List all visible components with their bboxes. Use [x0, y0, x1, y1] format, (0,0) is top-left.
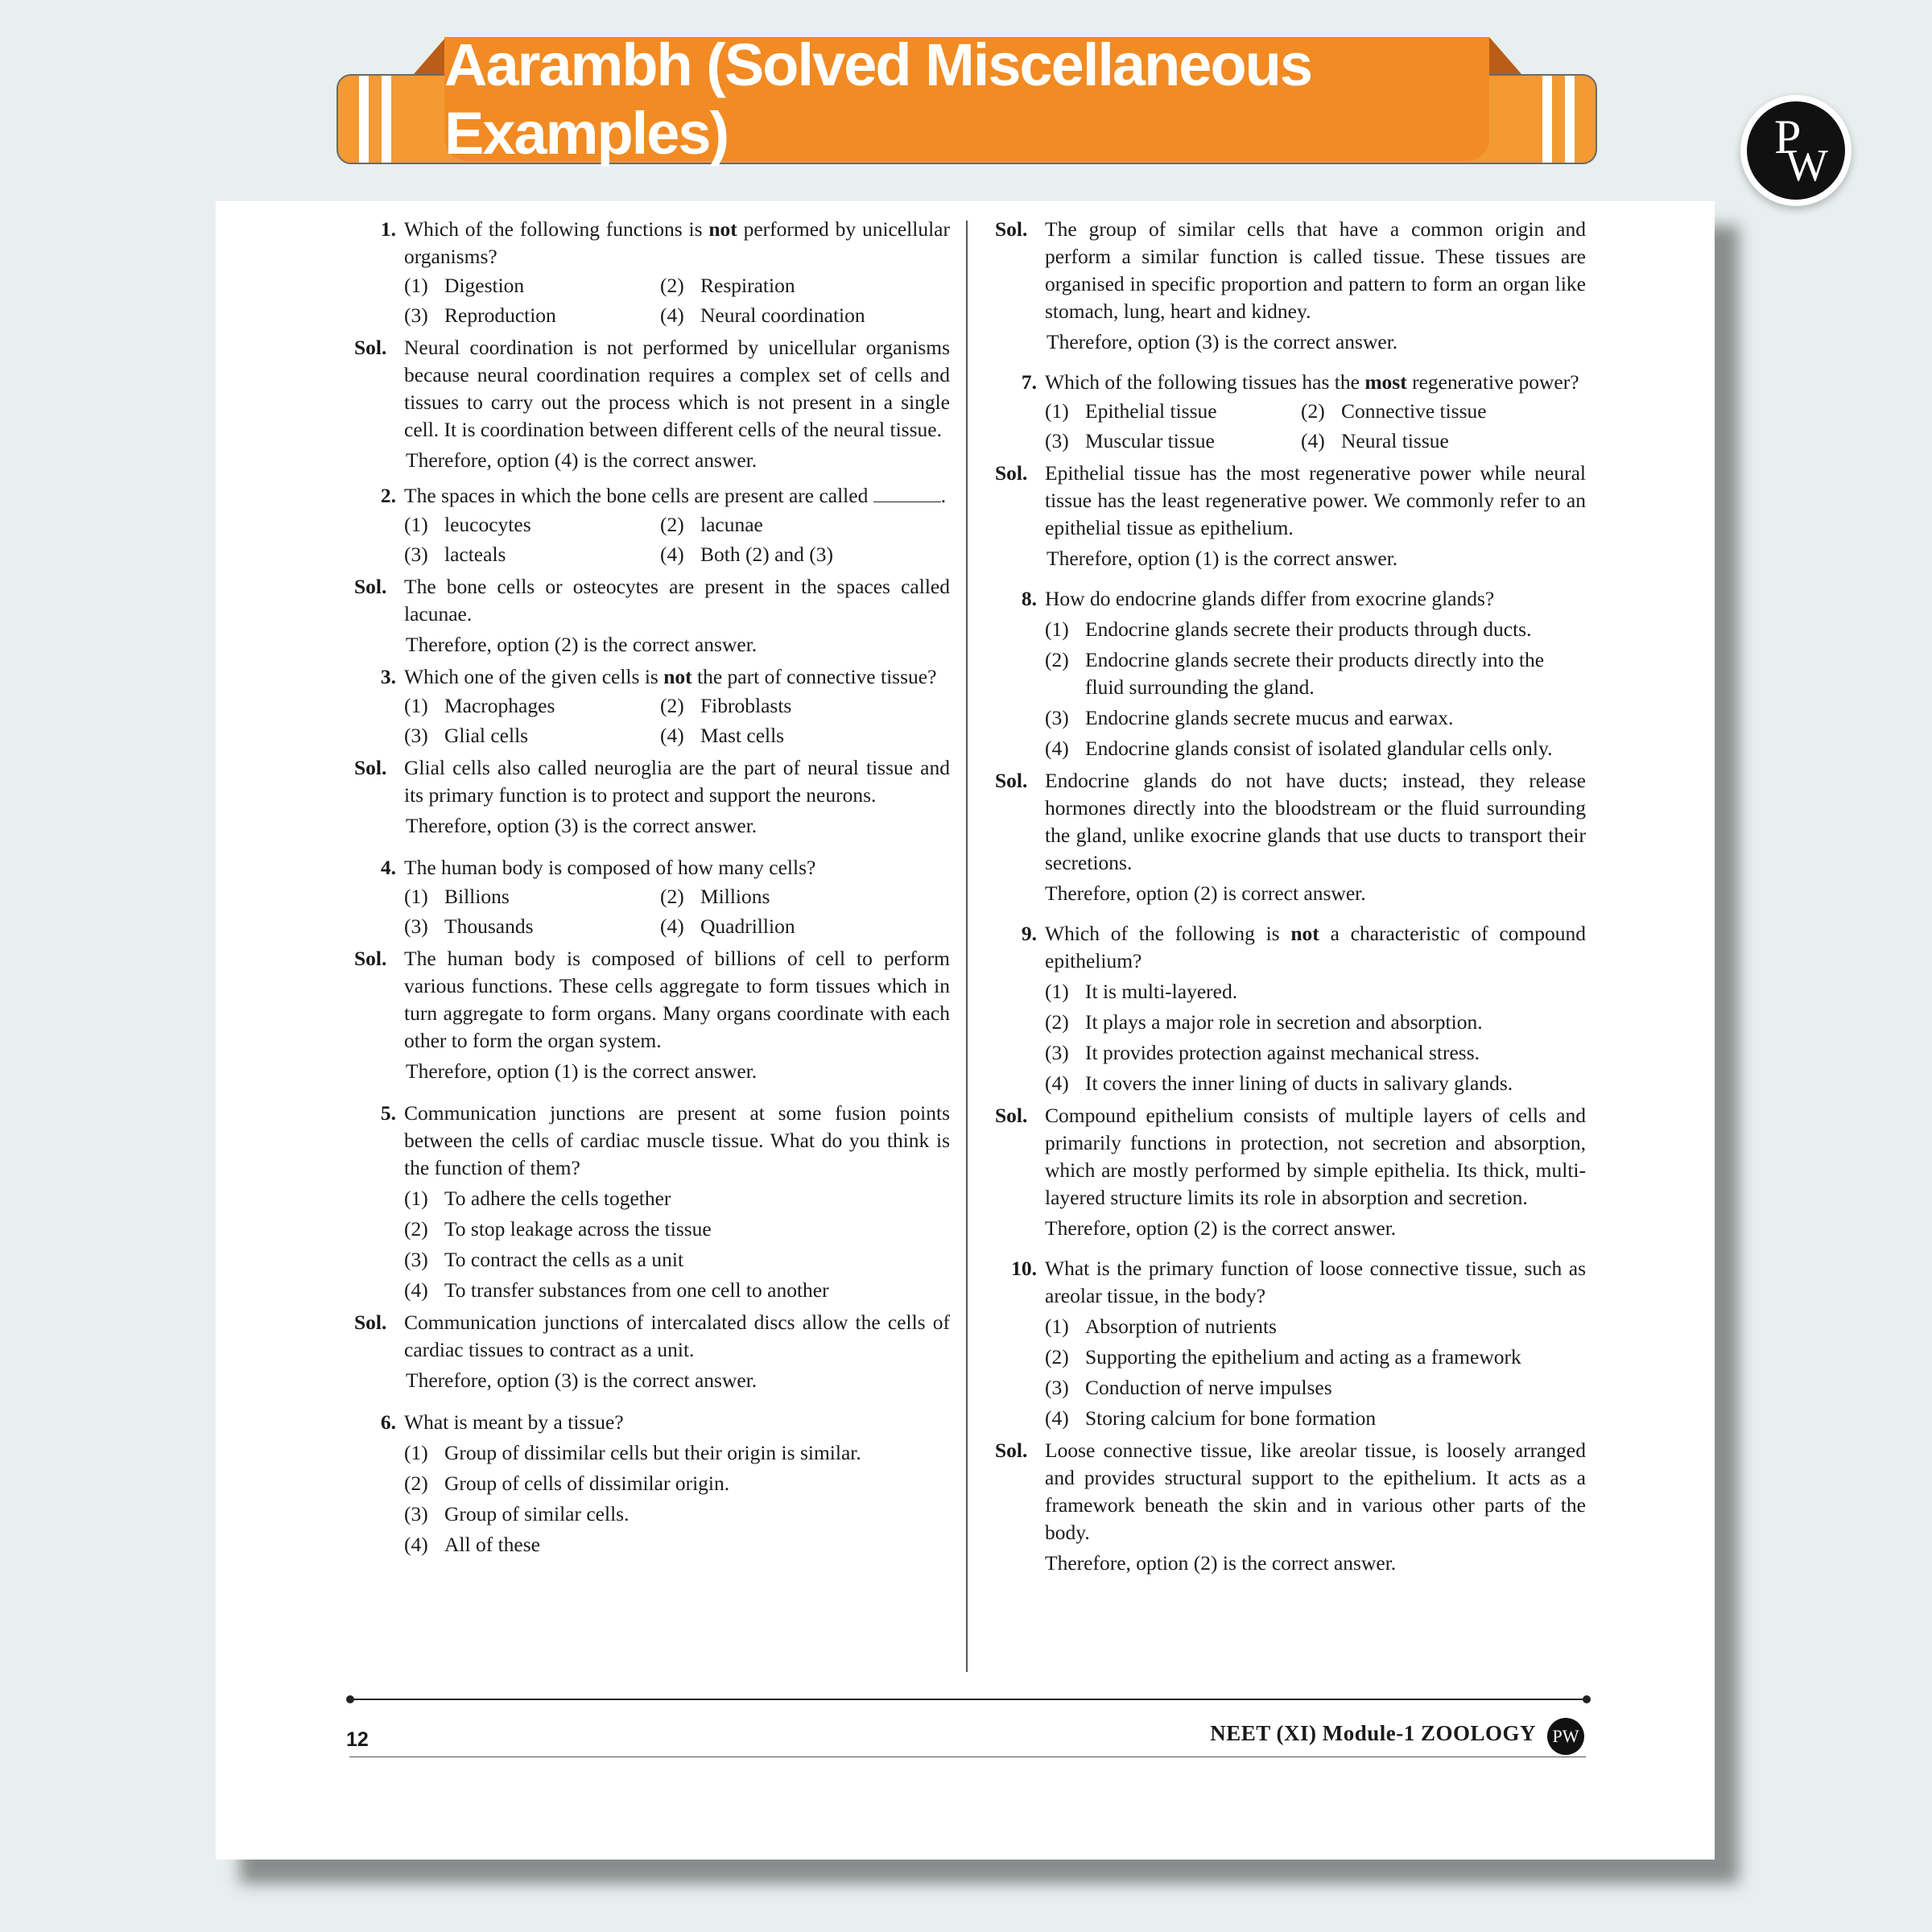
pw-logo-icon: P W	[1747, 101, 1845, 200]
option: (1) Macrophages	[404, 694, 555, 717]
option: (2) Connective tissue	[1301, 399, 1487, 423]
option: (3) lacteals	[404, 543, 506, 566]
solution: Sol. The human body is composed of billions of cell to perform various functions. These cells aggregate to form tissues which in turn aggregate to form organs. Many organs coordinate with each other to form the organ system.	[354, 947, 950, 1052]
option: (2) It plays a major role in secretion and absorption.	[1045, 1010, 1483, 1034]
page-number: 12	[346, 1728, 369, 1751]
option: (4) It covers the inner lining of ducts in salivary glands.	[1045, 1071, 1513, 1095]
question-block	[995, 369, 1586, 572]
right-column	[995, 216, 1586, 1577]
answer: Therefore, option (3) is the correct answer.	[1046, 330, 1398, 353]
option: (3) Conduction of nerve impulses	[1045, 1376, 1332, 1399]
option: (3) Glial cells	[404, 724, 529, 747]
option: (4) All of these	[404, 1533, 540, 1556]
option: (4) Mast cells	[660, 724, 785, 747]
question-block	[354, 1409, 950, 1558]
options	[1045, 1313, 1586, 1432]
question-block	[354, 216, 950, 474]
options	[404, 511, 950, 568]
option: (3) Endocrine glands secrete mucus and earwax.	[1045, 706, 1454, 729]
answer: Therefore, option (2) is the correct answer.	[406, 633, 758, 656]
option: (3) Thousands	[404, 914, 534, 938]
question: 7. Which of the following tissues has the most regenerative power?	[995, 369, 1586, 396]
answer: Therefore, option (1) is the correct answer.	[406, 1059, 758, 1083]
question: 8. How do endocrine glands differ from exocrine glands?	[995, 585, 1586, 613]
solution-label: Sol.	[354, 947, 387, 970]
question-block	[995, 216, 1586, 356]
banner-stripe	[382, 76, 391, 163]
question-block	[354, 663, 950, 840]
option: (1) Digestion	[404, 274, 525, 297]
solution-label: Sol.	[995, 1104, 1028, 1127]
solution: Sol. Glial cells also called neuroglia are the part of neural tissue and its primary function is to protect and support the neurons.	[354, 756, 950, 807]
option: (1) leucocytes	[404, 513, 531, 536]
solution: Sol. Communication junctions of intercalated discs allow the cells of cardiac tissues to contract as a unit.	[354, 1311, 950, 1361]
option: (2) Respiration	[660, 274, 795, 297]
option: (3) Muscular tissue	[1045, 429, 1215, 452]
question-block	[354, 482, 950, 658]
solution-label: Sol.	[995, 1439, 1028, 1462]
banner-stripe	[1565, 76, 1575, 163]
pw-logo	[1740, 95, 1852, 206]
option: (2) lacunae	[660, 513, 763, 536]
options	[404, 272, 950, 329]
option: (2) Millions	[660, 885, 770, 908]
option: (4) Neural tissue	[1301, 429, 1449, 452]
option: (1) Endocrine glands secrete their products through ducts.	[1045, 617, 1532, 641]
question-block	[995, 585, 1586, 907]
option: (2) Endocrine glands secrete their products directly into the fluid surrounding the gland.	[1045, 648, 1545, 699]
question: 1. Which of the following functions is not performed by unicellular organisms?	[354, 216, 950, 270]
question-block	[354, 1100, 950, 1394]
solution-label: Sol.	[354, 575, 387, 598]
question-number: 6.	[380, 1410, 396, 1434]
question: 2. The spaces in which the bone cells are present are called .	[354, 482, 950, 510]
option: (1) Group of dissimilar cells but their origin is similar.	[404, 1441, 861, 1464]
footer-rule	[349, 1699, 1586, 1700]
footer-title: NEET (XI) Module-1 ZOOLOGY	[1210, 1721, 1536, 1745]
option: (1) It is multi-layered.	[1045, 980, 1238, 1003]
answer: Therefore, option (2) is the correct answer.	[1045, 1551, 1397, 1575]
options	[1045, 616, 1586, 762]
option: (1) Absorption of nutrients	[1045, 1315, 1277, 1338]
question-number: 10.	[1011, 1257, 1037, 1280]
pw-footer-logo-icon: PW	[1547, 1718, 1584, 1755]
banner-stripe	[359, 76, 369, 163]
option: (4) To transfer substances from one cell to another	[404, 1278, 829, 1302]
solution: Sol. Neural coordination is not performed by unicellular organisms because neural coordination requires a complex set of cells and tissues to carry out the process which is not present in a single cell. It is coordination between different cells of the neural tissue.	[354, 336, 950, 441]
fill-blank	[873, 484, 941, 502]
question-number: 3.	[380, 665, 396, 688]
option: (4) Storing calcium for bone formation	[1045, 1406, 1377, 1430]
question-number: 1.	[380, 217, 396, 241]
option: (4) Quadrillion	[660, 914, 795, 938]
option: (4) Both (2) and (3)	[660, 543, 834, 566]
left-column	[354, 216, 950, 1558]
option: (3) Reproduction	[404, 303, 556, 327]
option: (1) To adhere the cells together	[404, 1187, 671, 1210]
solution: Sol. Epithelial tissue has the most regenerative power while neural tissue has the least regenerative power. We commonly refer to an epithelial tissue as epithelium.	[995, 461, 1586, 539]
option: (2) Supporting the epithelium and acting as a framework	[1045, 1345, 1521, 1368]
options	[404, 1439, 950, 1558]
options	[404, 692, 950, 749]
option: (2) Group of cells of dissimilar origin.	[404, 1472, 730, 1495]
solution: Sol. The bone cells or osteocytes are present in the spaces called lacunae.	[354, 575, 950, 625]
solution: Sol. Loose connective tissue, like areolar tissue, is loosely arranged and provides structural support to the epithelium. It acts as a framework beneath the skin and in various other parts of the body.	[995, 1439, 1586, 1544]
question-number: 4.	[380, 856, 396, 879]
options	[404, 1185, 950, 1304]
answer: Therefore, option (3) is the correct answer.	[406, 814, 758, 837]
solution: Sol. Endocrine glands do not have ducts; instead, they release hormones directly into the bloodstream or the fluid surrounding the gland, unlike exocrine glands that use ducts to transport their secretions.	[995, 769, 1586, 874]
solution: Sol. Compound epithelium consists of multiple layers of cells and primarily functions in protection, not secretion and absorption, which are mostly performed by simple epithelia. Its thick, multi-layered structure limits its role in absorption and secretion.	[995, 1104, 1586, 1209]
solution-label: Sol.	[354, 1311, 387, 1334]
question-number: 2.	[380, 484, 396, 507]
question-block	[995, 1255, 1586, 1577]
column-divider	[966, 221, 968, 1672]
question-block	[354, 854, 950, 1085]
option: (3) Group of similar cells.	[404, 1502, 630, 1525]
question-number: 5.	[380, 1101, 396, 1125]
question-number: 9.	[1021, 922, 1037, 945]
question: 6. What is meant by a tissue?	[354, 1409, 950, 1436]
header-banner	[336, 31, 1597, 167]
banner-fold	[1489, 37, 1521, 74]
answer: Therefore, option (2) is correct answer.	[1045, 881, 1366, 905]
question-number: 8.	[1021, 587, 1037, 610]
answer: Therefore, option (4) is the correct answer.	[406, 448, 758, 472]
options	[404, 883, 950, 940]
option: (4) Endocrine glands consist of isolated glandular cells only.	[1045, 737, 1553, 760]
question-number: 7.	[1021, 370, 1037, 394]
solution-label: Sol.	[995, 769, 1028, 792]
option: (1) Billions	[404, 885, 510, 908]
question: 3. Which one of the given cells is not the part of connective tissue?	[354, 663, 950, 691]
option: (1) Epithelial tissue	[1045, 399, 1217, 423]
page-title: Aarambh (Solved Miscellaneous Examples)	[444, 37, 1489, 161]
question: 5. Communication junctions are present at some fusion points between the cells of cardiac muscle tissue. What do you think is the function of them?	[354, 1100, 950, 1182]
solution-label: Sol.	[995, 461, 1028, 485]
option: (3) To contract the cells as a unit	[404, 1248, 684, 1271]
option: (3) It provides protection against mechanical stress.	[1045, 1041, 1480, 1064]
solution-label: Sol.	[995, 217, 1028, 241]
option: (2) Fibroblasts	[660, 694, 792, 717]
question-block	[995, 920, 1586, 1242]
answer: Therefore, option (3) is the correct answer.	[406, 1368, 758, 1392]
solution-label: Sol.	[354, 756, 387, 779]
options	[1045, 978, 1586, 1097]
option: (2) To stop leakage across the tissue	[404, 1217, 712, 1241]
document-page	[216, 201, 1715, 1860]
footer-dot	[1583, 1695, 1591, 1703]
answer: Therefore, option (1) is the correct answer.	[1046, 547, 1398, 570]
question: 4. The human body is composed of how many cells?	[354, 854, 950, 881]
option: (4) Neural coordination	[660, 303, 865, 327]
answer: Therefore, option (2) is the correct answer.	[1045, 1216, 1397, 1240]
solution: Sol. The group of similar cells that have a common origin and perform a similar function is called tissue. These tissues are organised in specific proportion and pattern to form an organ like stomach, lung, heart and kidney.	[995, 217, 1586, 323]
question: 10. What is the primary function of loose connective tissue, such as areolar tissue, in the body?	[995, 1255, 1586, 1310]
banner-fold	[414, 37, 446, 74]
options	[1045, 398, 1586, 455]
banner-stripe	[1542, 76, 1552, 163]
solution-label: Sol.	[354, 336, 387, 359]
question: 9. Which of the following is not a characteristic of compound epithelium?	[995, 920, 1586, 975]
